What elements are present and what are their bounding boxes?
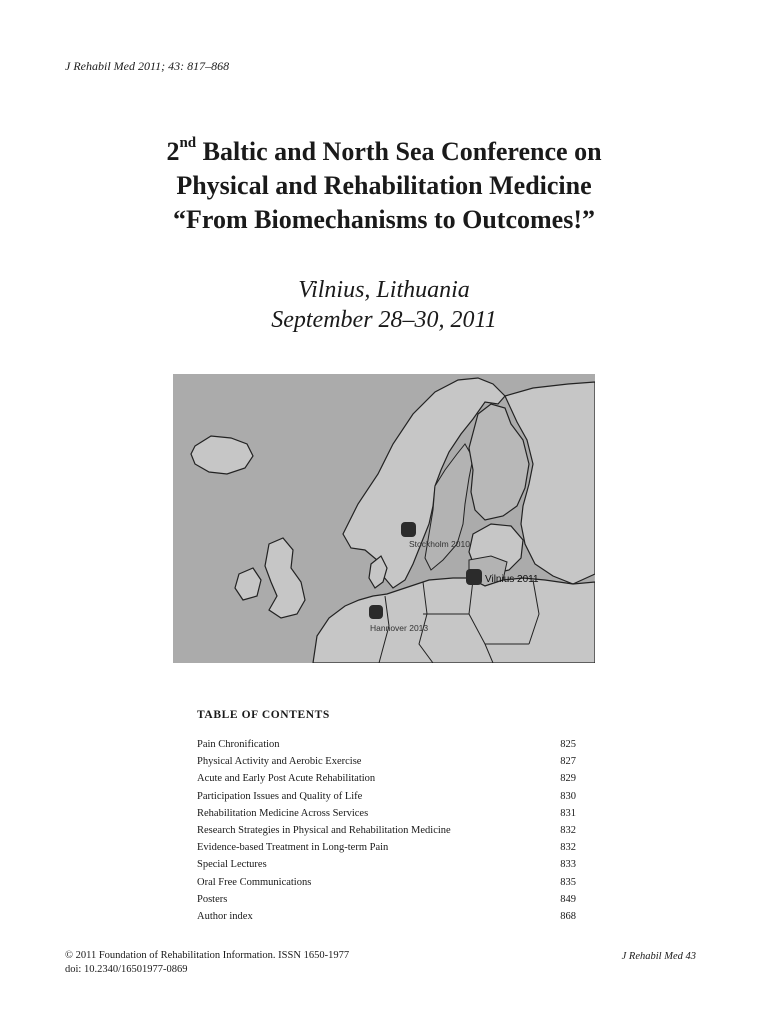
footer-journal-issue: J Rehabil Med 43 — [621, 951, 696, 962]
toc-entry[interactable] — [197, 874, 576, 891]
title-line-1 — [0, 135, 768, 169]
toc-entry[interactable] — [197, 839, 576, 856]
toc-entry-title: Oral Free Communications — [197, 876, 312, 888]
vilnius-marker — [466, 569, 482, 585]
toc-entry-page: 868 — [560, 910, 576, 922]
conference-title — [0, 135, 768, 237]
toc-entry-title: Acute and Early Post Acute Rehabilitation — [197, 773, 376, 785]
toc-entry[interactable] — [197, 856, 576, 873]
europe-map — [173, 374, 595, 663]
title-line-3: “From Biomechanisms to Outcomes!” — [173, 205, 595, 234]
toc-entry-page: 832 — [560, 842, 576, 854]
toc-entry-page: 835 — [560, 876, 576, 888]
toc-entry-title: Physical Activity and Aerobic Exercise — [197, 756, 362, 768]
stockholm-marker — [401, 522, 416, 537]
toc-entry[interactable] — [197, 770, 576, 787]
toc-entry[interactable] — [197, 891, 576, 908]
conference-location: Vilnius, Lithuania — [298, 277, 470, 303]
conference-venue — [0, 275, 768, 335]
toc-entry-page: 829 — [560, 773, 576, 785]
title-ordinal: 2 — [166, 137, 180, 166]
stockholm-label: Stockholm 2010 — [409, 539, 470, 549]
vilnius-label: Vilnius 2011 — [485, 574, 539, 585]
toc-entry[interactable] — [197, 908, 576, 925]
table-of-contents — [197, 709, 576, 925]
toc-entry[interactable] — [197, 822, 576, 839]
toc-entry-title: Participation Issues and Quality of Life — [197, 790, 363, 802]
toc-entry[interactable] — [197, 805, 576, 822]
toc-entry-page: 832 — [560, 824, 576, 836]
hannover-label: Hannover 2013 — [370, 623, 429, 633]
title-ordinal-suffix: nd — [179, 135, 197, 151]
toc-entry-page: 849 — [560, 893, 576, 905]
toc-entry[interactable] — [197, 788, 576, 805]
toc-entry-title: Evidence-based Treatment in Long-term Pain — [197, 842, 389, 854]
toc-entry-page: 830 — [560, 790, 576, 802]
hannover-marker — [369, 605, 383, 619]
toc-entry-page: 825 — [560, 739, 576, 750]
toc-entry-page: 833 — [560, 859, 576, 871]
footer-publication-info — [65, 949, 349, 977]
toc-entry-page: 827 — [560, 756, 576, 768]
conference-dates: September 28–30, 2011 — [271, 307, 497, 333]
journal-reference: J Rehabil Med 2011; 43: 817–868 — [65, 59, 230, 73]
toc-entry-title: Pain Chronification — [197, 739, 280, 750]
toc-entry-title: Research Strategies in Physical and Rehabilitation Medicine — [197, 824, 451, 836]
toc-entry-title: Rehabilitation Medicine Across Services — [197, 807, 369, 819]
toc-entry-title: Posters — [197, 893, 228, 905]
title-line-2: Physical and Rehabilitation Medicine — [176, 171, 592, 200]
toc-entry-title: Author index — [197, 910, 253, 922]
map-graphic — [173, 374, 595, 663]
copyright-notice: © 2011 Foundation of Rehabilitation Information. ISSN 1650-1977 — [65, 950, 350, 961]
toc-heading: TABLE OF CONTENTS — [197, 709, 330, 721]
toc-entry-title: Special Lectures — [197, 859, 267, 871]
toc-entry[interactable] — [197, 753, 576, 770]
title-line-1-text: Baltic and North Sea Conference on — [196, 137, 602, 166]
toc-entry[interactable] — [197, 736, 576, 753]
toc-entry-page: 831 — [560, 807, 576, 819]
doi-reference: doi: 10.2340/16501977-0869 — [65, 964, 188, 975]
